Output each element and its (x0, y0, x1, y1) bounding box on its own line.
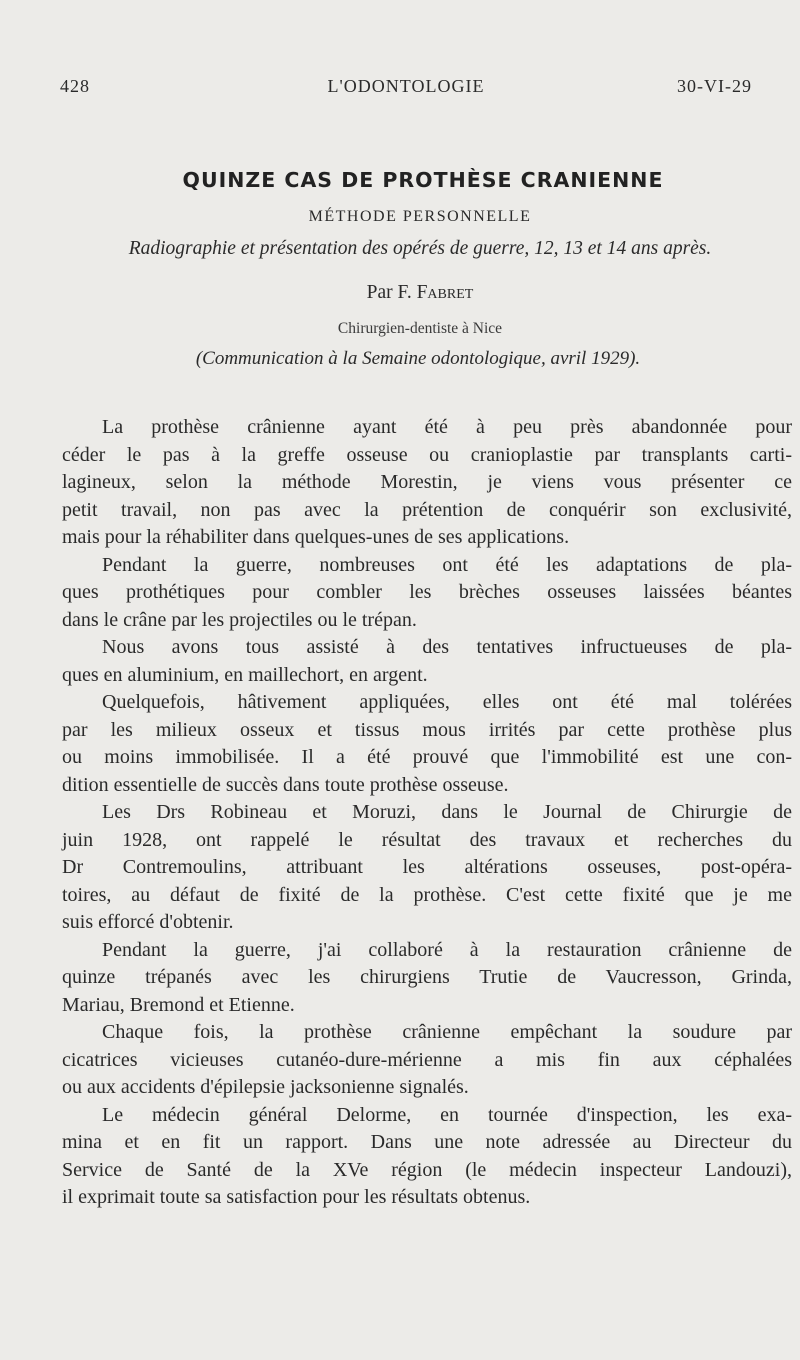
body-line: cicatrices vicieuses cutanéo-dure-mérienne a mis fin aux céphalées (62, 1048, 792, 1071)
body-line: suis efforcé d'obtenir. (62, 911, 234, 933)
body-line: Chaque fois, la prothèse crânienne empêchant la soudure par (102, 1021, 792, 1043)
body-line: mais pour la réhabiliter dans quelques-unes de ses applications. (62, 526, 570, 548)
body-line: ques en aluminium, en maillechort, en argent. (62, 663, 428, 686)
body-line: Nous avons tous assisté à des tentatives infructueuses de pla- (102, 636, 792, 658)
body-line: ou moins immobilisée. Il a été prouvé que l'immobilité est une con- (62, 746, 792, 768)
body-line: lagineux, selon la méthode Morestin, je viens vous présenter ce (62, 471, 792, 493)
body-line: La prothèse crânienne ayant été à peu près abandonnée pour (102, 416, 792, 438)
article-description: Radiographie et présentation des opérés de guerre, 12, 13 et 14 ans après. (128, 238, 712, 259)
body-line: petit travail, non pas avec la prétention de conquérir son exclusivité, (62, 498, 792, 521)
body-line: quinze trépanés avec les chirurgiens Trutie de Vaucresson, Grinda, (62, 966, 792, 988)
body-line: Pendant la guerre, j'ai collaboré à la restauration crânienne de (102, 938, 792, 961)
author-affiliation: Chirurgien-dentiste à Nice (337, 320, 503, 337)
article-subtitle: MÉTHODE PERSONNELLE (308, 208, 532, 225)
body-line: mina et en fit un rapport. Dans une note adressée au Directeur du (62, 1131, 792, 1153)
author-prefix: Par F. (366, 282, 412, 303)
page-number: 428 (60, 76, 90, 96)
body-line: toires, au défaut de fixité de la prothèse. C'est cette fixité que je me (62, 883, 792, 906)
body-line: ou aux accidents d'épilepsie jacksonienne signalés. (62, 1076, 469, 1098)
author-name: Fabret (416, 282, 474, 303)
body-line: dans le crâne par les projectiles ou le trépan. (62, 608, 417, 631)
running-title: L'ODONTOLOGIE (327, 76, 485, 96)
body-line: ques prothétiques pour combler les brèches osseuses laissées béantes (62, 581, 792, 603)
body-line: par les milieux osseux et tissus mous irrités par cette prothèse plus (62, 718, 792, 741)
body-line: Mariau, Bremond et Etienne. (62, 993, 295, 1016)
body-line: Les Drs Robineau et Moruzi, dans le Journal de Chirurgie de (102, 801, 792, 823)
communication-note: (Communication à la Semaine odontologique, avril 1929). (195, 348, 641, 369)
running-header (60, 76, 752, 102)
author-line (0, 282, 800, 304)
body-line: Pendant la guerre, nombreuses ont été les adaptations de pla- (102, 553, 792, 576)
body-line: Quelquefois, hâtivement appliquées, elles ont été mal tolérées (102, 691, 792, 713)
body-line: Service de Santé de la XVe région (le médecin inspecteur Landouzi), (62, 1158, 792, 1181)
body-line: Le médecin général Delorme, en tournée d'inspection, les exa- (102, 1103, 792, 1126)
article-title: QUINZE CAS DE PROTHÈSE CRANIENNE (182, 168, 664, 192)
body-line: il exprimait toute sa satisfaction pour les résultats obtenus. (62, 1186, 531, 1208)
article-body (62, 414, 792, 1212)
issue-date: 30-VI-29 (677, 76, 752, 96)
body-line: céder le pas à la greffe osseuse ou cranioplastie par transplants carti- (62, 443, 792, 466)
body-line: juin 1928, ont rappelé le résultat des travaux et recherches du (62, 828, 792, 851)
body-line: Dr Contremoulins, attribuant les altérations osseuses, post-opéra- (62, 856, 792, 878)
body-line: dition essentielle de succès dans toute prothèse osseuse. (62, 773, 509, 796)
